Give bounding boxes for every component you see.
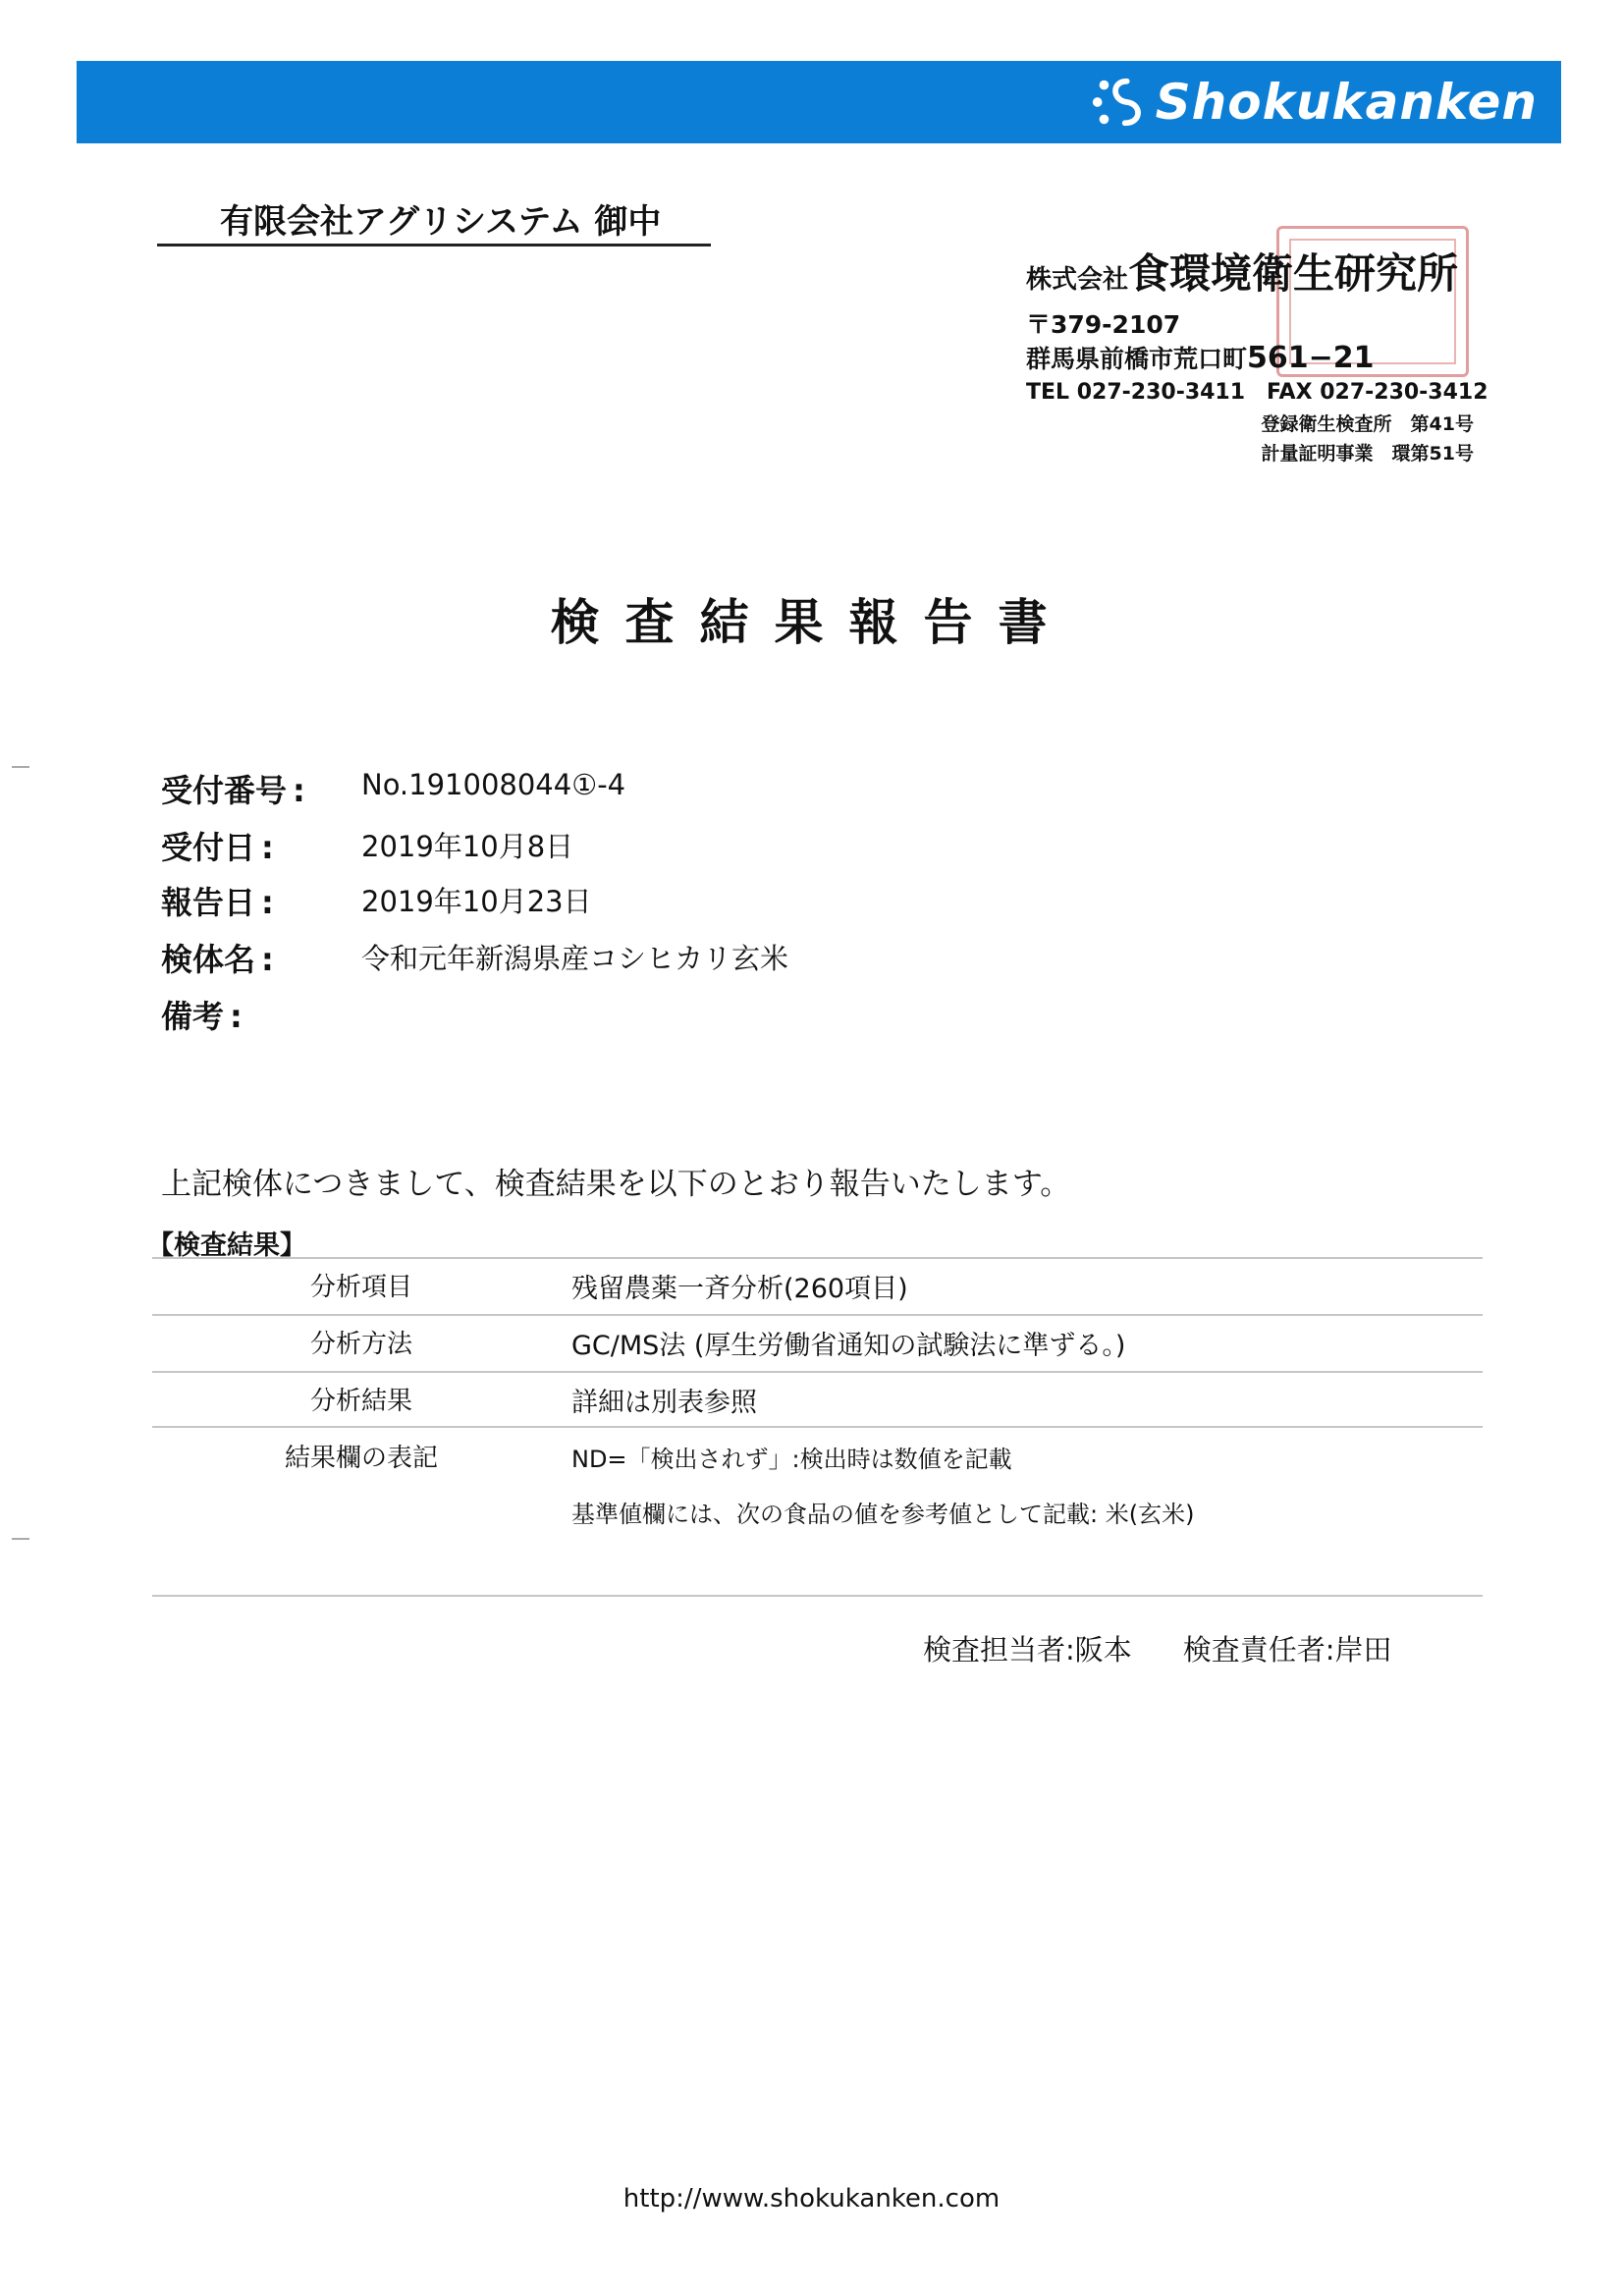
info-label-remarks: 備考 : [161,998,243,1035]
info-label-text: 報告日 [161,884,256,921]
table-rule [152,1426,1483,1428]
issuer-name [1026,246,1478,308]
info-value-receipt-number: No.191008044①-4 [361,768,626,801]
info-value-receipt-date: 2019年10月8日 [361,830,574,863]
issuer-address-number: 561−21 [1247,341,1375,375]
issuer-registration-2: 計量証明事業 環第51号 [1261,443,1474,465]
info-value-sample-name: 令和元年新潟県産コシヒカリ玄米 [361,942,789,975]
result-value-notation-reference: 基準値欄には、次の食品の値を参考値として記載: 米(玄米) [571,1501,1195,1528]
result-label-notation: 結果欄の表記 [284,1444,438,1473]
addressee [157,191,711,246]
table-rule [152,1257,1483,1259]
info-label-report-date: 報告日 : [161,884,274,921]
result-value-method: GC/MS法 (厚生労働省通知の試験法に準ずる。) [571,1331,1126,1361]
issuer-block [1026,246,1488,468]
brand-logo [1089,71,1538,134]
issuer-tel-fax: TEL 027-230-3411 FAX 027-230-3412 [1026,380,1488,405]
header-bar [77,61,1561,143]
scan-margin-mark [12,1538,29,1540]
info-label-text: 受付日 [161,829,256,866]
table-rule [152,1314,1483,1316]
info-label-sample-name: 検体名 : [161,941,274,978]
shokukanken-mark-icon [1089,74,1146,131]
supervisor: 検査責任者:岸田 [1182,1633,1392,1667]
issuer-address [1026,342,1478,376]
brand-name: Shokukanken [1155,74,1538,131]
info-label-text: 検体名 [161,941,256,978]
info-label-text: 受付番号 [161,772,288,809]
addressee-text: 有限会社アグリシステム 御中 [220,202,662,242]
scan-margin-mark [12,766,29,768]
issuer-address-text: 群馬県前橋市荒口町 [1026,345,1248,373]
result-label-method: 分析方法 [309,1330,412,1359]
result-value-result: 詳細は別表参照 [571,1388,757,1418]
results-section-title: 【検査結果】 [147,1230,306,1261]
info-value-report-date: 2019年10月23日 [361,885,592,918]
issuer-name-main: 食環境衛生研究所 [1128,249,1459,298]
result-value-notation: ND=「検出されず」:検出時は数値を記載 [571,1446,1012,1473]
issuer-registration-1: 登録衛生検査所 第41号 [1261,413,1474,435]
info-label-receipt-number: 受付番号 : [161,772,305,809]
document-title: 検査結果報告書 [550,594,1073,651]
table-rule [152,1595,1483,1597]
issuer-prefix: 株式会社 [1026,265,1129,295]
result-value-item: 残留農薬一斉分析(260項目) [571,1274,908,1304]
result-label-result: 分析結果 [309,1387,412,1416]
inspector: 検査担当者:阪本 [923,1633,1132,1667]
result-label-item: 分析項目 [309,1273,412,1302]
intro-text: 上記検体につきまして、検査結果を以下のとおり報告いたします。 [161,1167,1071,1202]
info-label-receipt-date: 受付日 : [161,829,274,866]
footer-url[interactable]: http://www.shokukanken.com [622,2184,1001,2214]
table-rule [152,1371,1483,1373]
signers [923,1628,1392,1668]
issuer-zip: 〒379-2107 [1026,310,1181,339]
info-label-text: 備考 [161,998,225,1035]
